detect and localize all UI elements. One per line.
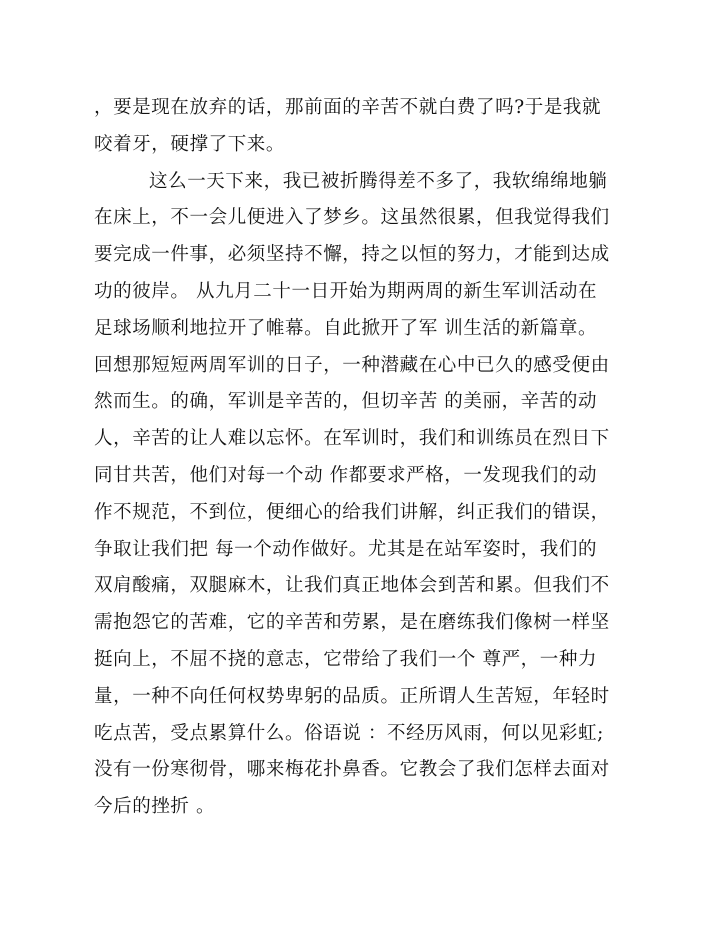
text-line-3: 这么一天下来，我已被折腾得差不多了，我软绵绵地躺 [149, 170, 608, 192]
text-line-10: 人，辛苦的让人难以忘怀。在军训时，我们和训练员在烈日下 [94, 428, 610, 450]
text-line-1: ，要是现在放弃的话，那前面的辛苦不就白费了吗?于是我就 [94, 97, 602, 118]
text-line-15: 需抱怨它的苦难，它的辛苦和劳累，是在磨练我们像树一样坚 [94, 612, 610, 634]
essay-text [94, 90, 634, 826]
text-line-19: 没有一份寒彻骨，哪来梅花扑鼻香。它教会了我们怎样去面对 [94, 759, 610, 781]
text-line-6: 功的彼岸。 从九月二十一日开始为期两周的新生军训活动在 [94, 280, 598, 302]
text-line-2: 咬着牙，硬撑了下来。 [94, 133, 286, 155]
text-line-7: 足球场顺利地拉开了帷幕。自此掀开了军 训生活的新篇章。 [94, 317, 598, 339]
text-line-9: 然而生。的确，军训是辛苦的，但切辛苦 的美丽，辛苦的动 [94, 391, 598, 413]
text-line-17: 量，一种不向任何权势卑躬的品质。正所谓人生苦短，年轻时 [94, 685, 610, 707]
text-line-4: 在床上，不一会儿便进入了梦乡。这虽然很累，但我觉得我们 [94, 207, 610, 229]
text-line-12: 作不规范，不到位，便细心的给我们讲解，纠正我们的错误， [94, 501, 610, 523]
text-line-5: 要完成一件事，必须坚持不懈，持之以恒的努力，才能到达成 [94, 244, 610, 266]
text-line-8: 回想那短短两周军训的日子，一种潜藏在心中已久的感受便由 [94, 354, 610, 376]
text-line-18: 吃点苦，受点累算什么。俗语说 ：不经历风雨，何以见彩虹; [94, 722, 604, 744]
text-line-13: 争取让我们把 每一个动作做好。尤其是在站军姿时，我们的 [94, 538, 598, 560]
text-line-20: 今后的挫折 。 [94, 796, 216, 818]
text-line-11: 同甘共苦，他们对每一个动 作都要求严格，一发现我们的动 [94, 464, 598, 486]
text-line-16: 挺向上，不屈不挠的意志，它带给了我们一个 尊严，一种力 [94, 648, 598, 670]
text-line-14: 双肩酸痛，双腿麻木，让我们真正地体会到苦和累。但我们不 [94, 575, 610, 597]
